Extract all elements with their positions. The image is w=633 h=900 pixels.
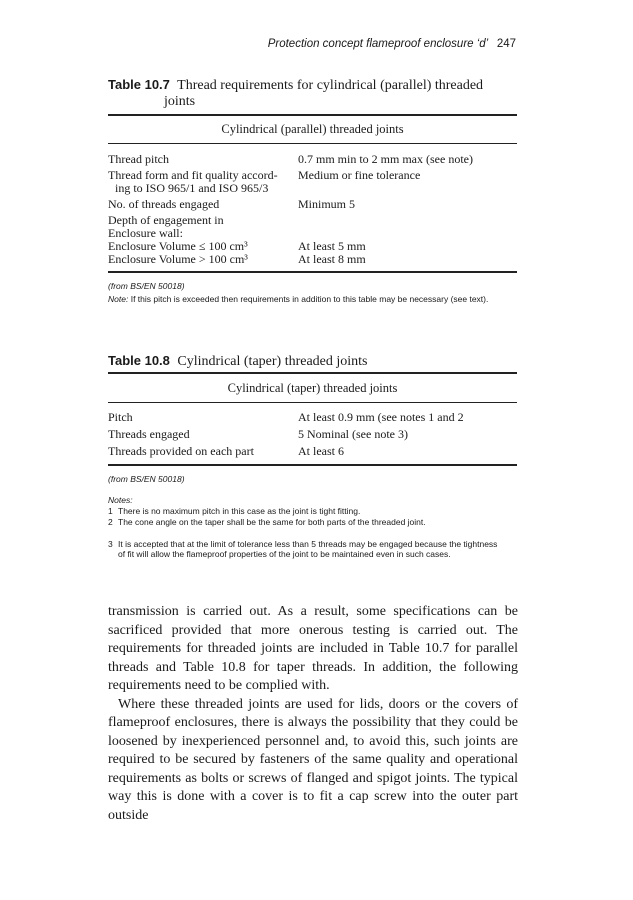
table-row: Thread pitch: [108, 152, 169, 166]
table-cell-value: At least 0.9 mm (see notes 1 and 2: [298, 410, 464, 424]
table-10-8-caption: [108, 352, 518, 370]
table-cell-value: At least 6: [298, 444, 344, 458]
note-number: 3: [108, 539, 113, 549]
table-10-7-caption-line2: joints: [164, 94, 196, 109]
table-row: Enclosure Volume ≤ 100 cm³: [108, 239, 248, 253]
table-cell-value: 0.7 mm min to 2 mm max (see note): [298, 152, 473, 166]
table-row: Depth of engagement in: [108, 213, 224, 227]
page-number: 247: [496, 38, 516, 50]
table-row: No. of threads engaged: [108, 197, 220, 211]
table-10-7-caption: [108, 76, 518, 94]
header-title: Protection concept flameproof enclosure ‘d’: [267, 38, 488, 50]
table-row: Pitch: [108, 410, 133, 424]
note-text: If this pitch is exceeded then requirements in addition to this table may be necessary (see text).: [130, 294, 489, 304]
note-number: 1: [108, 506, 113, 516]
table-10-7-bottom-rule: [108, 271, 517, 273]
note-text: It is accepted that at the limit of tolerance less than 5 threads may be engaged because the tightness of fit will allow the flameproof properties of the joint to be maintained even in such cases.: [118, 539, 498, 559]
table-10-8-label: Table 10.8: [108, 353, 170, 368]
table-10-7-header-rule: [108, 143, 517, 144]
table-cell-value: 5 Nominal (see note 3): [298, 427, 408, 441]
table-row: ing to ISO 965/1 and ISO 965/3: [115, 181, 269, 195]
table-10-8-source: (from BS/EN 50018): [108, 474, 185, 484]
body-text: [108, 603, 518, 825]
running-header: [108, 38, 516, 50]
table-row: Thread form and fit quality accord-: [108, 168, 278, 182]
table-cell-value: At least 5 mm: [298, 239, 366, 253]
table-row: Enclosure wall:: [108, 226, 183, 240]
paragraph: Where these threaded joints are used for lids, doors or the covers of flameproof enclosures, there is always the possibility that they could be loosened by inexperienced personnel and, to avoid this, such joints are required to be secured by fasteners of the same quality and operational requirements as bolts or screws of flanged and spigot joints. The typical way this is done with a cover is to fit a cap screw into the outer part outside: [108, 696, 518, 823]
table-cell-value: Minimum 5: [298, 197, 356, 211]
table-row: Threads engaged: [108, 427, 190, 441]
table-10-8-header-rule: [108, 402, 517, 403]
table-cell-value: At least 8 mm: [298, 252, 366, 266]
notes-label-text: Notes:: [108, 495, 133, 505]
table-10-7-label: Table 10.7: [108, 77, 170, 92]
table-10-8-top-rule: [108, 372, 517, 374]
paragraph: transmission is carried out. As a result, some specifications can be sacrificed provided that more onerous testing is carried out. The requirements for threaded joints are included in Table 10.7 for parallel threads and Table 10.8 for taper threads. In addition, the following requirements need to be complied with.: [108, 604, 518, 693]
note-text: The cone angle on the taper shall be the same for both parts of the threaded joint.: [118, 517, 426, 527]
list-item: [108, 517, 500, 527]
table-row: Enclosure Volume > 100 cm³: [108, 252, 248, 266]
note-label: Note:: [108, 294, 129, 304]
table-10-8-caption-text: Cylindrical (taper) threaded joints: [177, 354, 368, 369]
table-10-7-note: [108, 294, 508, 304]
table-10-7-top-rule: [108, 114, 517, 116]
table-10-7-subheading: Cylindrical (parallel) threaded joints: [221, 122, 404, 136]
note-text: There is no maximum pitch in this case as the joint is tight fitting.: [118, 506, 361, 516]
list-item: [108, 539, 500, 559]
table-row: Threads provided on each part: [108, 444, 254, 458]
table-10-7-caption-line1: Thread requirements for cylindrical (parallel) threaded: [177, 78, 484, 93]
table-10-8-bottom-rule: [108, 464, 517, 466]
table-10-8-subheading: Cylindrical (taper) threaded joints: [227, 381, 398, 395]
table-10-7-source: (from BS/EN 50018): [108, 281, 185, 291]
list-item: [108, 506, 500, 516]
notes-label: [108, 495, 508, 505]
note-number: 2: [108, 517, 113, 527]
table-cell-value: Medium or fine tolerance: [298, 168, 421, 182]
